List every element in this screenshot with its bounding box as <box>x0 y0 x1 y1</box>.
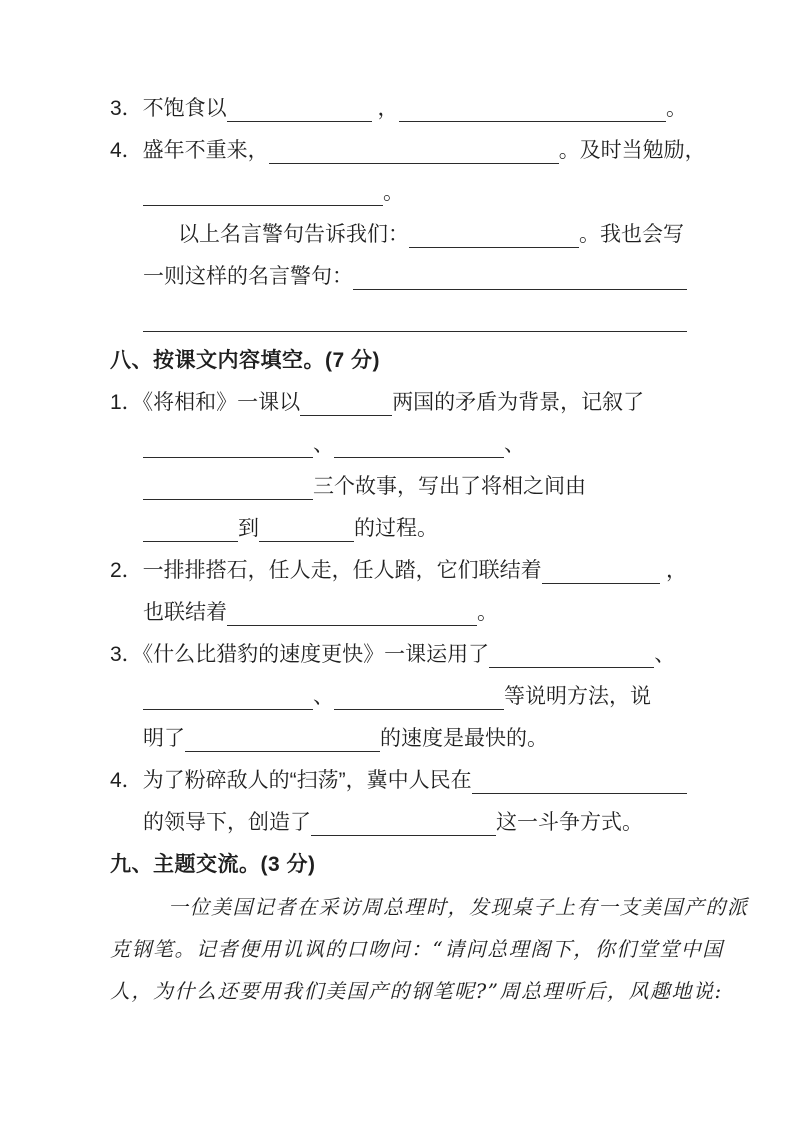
blank-field <box>143 687 313 710</box>
blank-field <box>311 813 496 836</box>
text-run: 也联结着 <box>143 601 227 624</box>
text-run: 明了 <box>143 727 185 750</box>
text-run: 1．《将相和》一课以 <box>110 391 301 414</box>
text-run: 克钢笔。记者便用讥讽的口吻问：“请问总理阁下，你们堂堂中国 <box>110 937 724 961</box>
blank-field <box>489 645 654 668</box>
s8-q1-line-2 <box>110 433 687 458</box>
text-run: 4．盛年不重来， <box>110 139 269 162</box>
s8-q4-line-1 <box>110 769 687 794</box>
text-run: 八、按课文内容填空。(7 分) <box>110 349 380 372</box>
blank-field <box>353 267 687 290</box>
s8-q1-line-4 <box>110 517 687 542</box>
blank-field <box>542 561 660 584</box>
s8-q2-line-1 <box>110 559 687 584</box>
blank-field <box>259 519 354 542</box>
q4-fill-line-1 <box>110 139 706 164</box>
blank-field <box>334 435 504 458</box>
text-run: ， <box>660 559 687 582</box>
s9-story-line-1 <box>110 895 749 920</box>
text-run: 2．一排排搭石，任人走，任人踏，它们联结着 <box>110 559 542 582</box>
maxim-summary-line-2 <box>110 265 687 290</box>
s8-q2-line-2 <box>110 601 687 626</box>
blank-field <box>143 477 313 500</box>
text-run: 这一斗争方式。 <box>496 811 643 834</box>
blank-field <box>300 393 392 416</box>
text-run: 以上名言警句告诉我们： <box>178 223 409 246</box>
s8-q3-line-3 <box>110 727 687 752</box>
blank-field <box>185 729 380 752</box>
text-run: 人，为什么还要用我们美国产的钢笔呢?”周总理听后，风趣地说: <box>110 979 723 1003</box>
maxim-summary-line-1 <box>110 223 687 248</box>
text-run: 的过程。 <box>354 517 438 540</box>
s9-story-line-3 <box>110 979 723 1004</box>
text-run: 。 <box>477 601 498 624</box>
blank-field <box>143 435 313 458</box>
s8-q3-line-1 <box>110 643 687 668</box>
q4-fill-line-2 <box>110 181 687 206</box>
s9-story-line-2 <box>110 937 724 962</box>
s8-q4-line-2 <box>110 811 687 836</box>
text-run: 等说明方法，说 <box>504 685 651 708</box>
text-run: 。 <box>383 181 404 204</box>
blank-field <box>227 603 477 626</box>
text-run: 两国的矛盾为背景，记叙了 <box>392 391 645 414</box>
text-run: 、 <box>654 643 676 666</box>
blank-field <box>334 687 504 710</box>
section-9-heading <box>110 853 687 878</box>
text-run: 到 <box>238 517 259 540</box>
text-run: 。我也会写 <box>579 223 684 246</box>
blank-field <box>269 141 559 164</box>
s8-q1-line-1 <box>110 391 687 416</box>
text-run: 。及时当勉励， <box>558 139 706 162</box>
text-run: 3．不饱食以 <box>110 97 227 120</box>
blank-field <box>143 183 383 206</box>
text-run: 。 <box>666 97 687 120</box>
blank-field <box>399 99 666 122</box>
text-run: 九、主题交流。(3 分) <box>110 853 316 876</box>
q3-fill-line <box>110 97 687 122</box>
text-run: 3．《什么比猎豹的速度更快》一课运用了 <box>110 643 490 666</box>
text-run: 的速度是最快的。 <box>380 727 548 750</box>
text-run: 三个故事，写出了将相之间由 <box>313 475 586 498</box>
text-run: 一则这样的名言警句： <box>143 265 353 288</box>
blank-field <box>143 519 238 542</box>
worksheet-body <box>110 97 749 1004</box>
blank-field <box>472 771 687 794</box>
blank-field <box>409 225 579 248</box>
s8-q1-line-3 <box>110 475 687 500</box>
text-run: 、 <box>313 433 334 456</box>
blank-field <box>143 309 687 332</box>
text-run: 、 <box>504 433 525 456</box>
text-run: 的领导下，创造了 <box>143 811 311 834</box>
blank-field <box>227 99 372 122</box>
text-run: 、 <box>313 685 334 708</box>
maxim-summary-line-3 <box>110 307 687 332</box>
s8-q3-line-2 <box>110 685 687 710</box>
text-run: ， <box>371 97 399 120</box>
text-run: 4．为了粉碎敌人的“扫荡”，冀中人民在 <box>110 769 472 792</box>
text-run: 一位美国记者在采访周总理时，发现桌子上有一支美国产的派 <box>168 895 749 919</box>
section-8-heading <box>110 349 687 374</box>
